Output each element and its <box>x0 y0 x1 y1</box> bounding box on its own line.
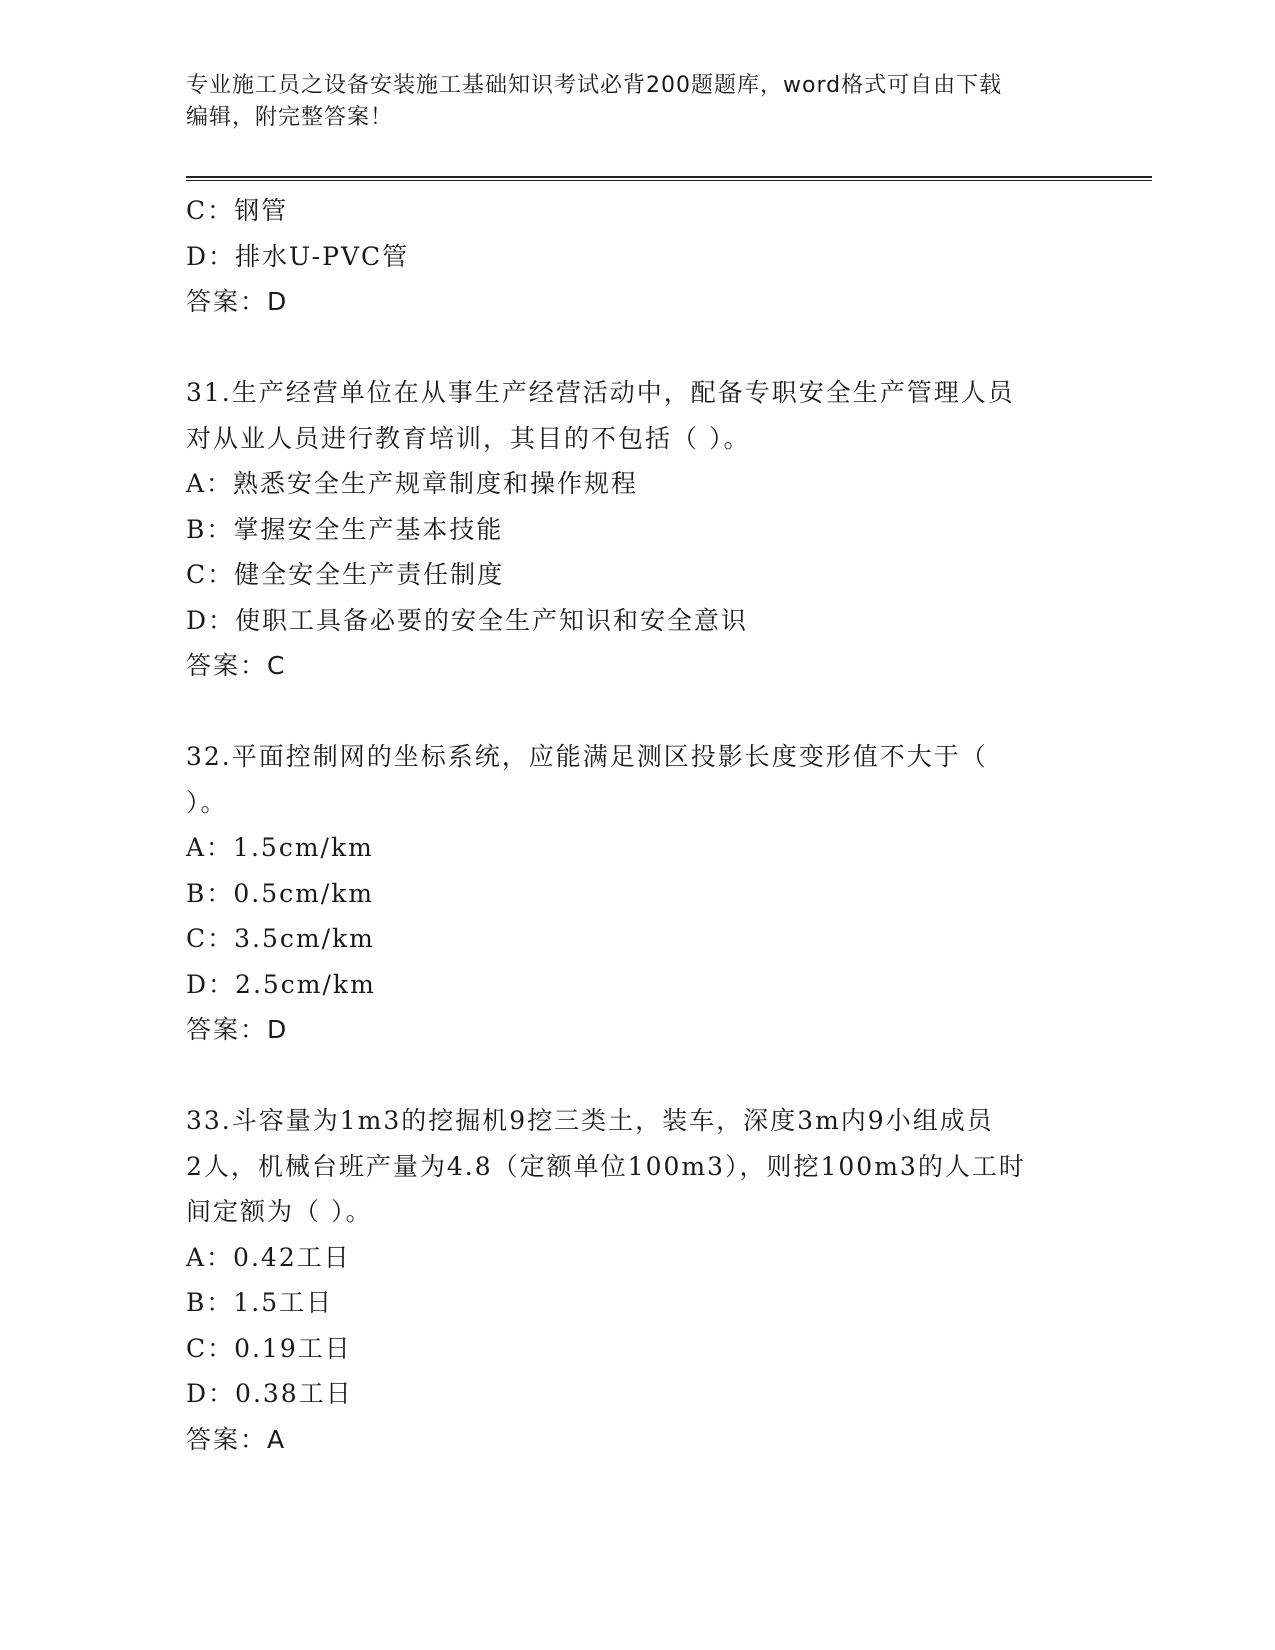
option-c: C：0.19工日 <box>186 1333 352 1363</box>
header-title-line-2: 编辑，附完整答案！ <box>186 105 394 130</box>
header-divider <box>186 176 1152 181</box>
answer-line: 答案：D <box>186 287 289 316</box>
question-32 <box>186 734 1106 1053</box>
question-31 <box>186 370 1106 689</box>
header-title-line-1: 专业施工员之设备安装施工基础知识考试必背200题题库，word格式可自由下载 <box>186 73 1003 98</box>
option-b: B：掌握安全生产基本技能 <box>186 514 504 544</box>
question-stem: 32.平面控制网的坐标系统，应能满足测区投影长度变形值不大于（ <box>186 742 988 771</box>
previous-question-tail <box>186 188 1106 325</box>
question-stem: 33.斗容量为1m3的挖掘机9挖三类土，装车，深度3m内9小组成员 <box>186 1106 994 1135</box>
question-stem: 31.生产经营单位在从事生产经营活动中，配备专职安全生产管理人员 <box>186 378 1015 407</box>
page-header <box>186 70 1086 134</box>
option-c: C：健全安全生产责任制度 <box>186 560 505 589</box>
option-a: A：1.5cm/km <box>186 833 374 862</box>
option-a: A：熟悉安全生产规章制度和操作规程 <box>186 469 639 498</box>
question-33 <box>186 1098 1106 1462</box>
question-content <box>186 188 1106 1462</box>
question-stem: 2人，机械台班产量为4.8（定额单位100m3），则挖100m3的人工时 <box>186 1151 1026 1181</box>
option-d: D：0.38工日 <box>186 1379 353 1408</box>
spacer <box>186 325 1106 371</box>
spacer <box>186 689 1106 735</box>
option-d: D：使职工具备必要的安全生产知识和安全意识 <box>186 605 749 635</box>
answer-line: 答案：D <box>186 1015 289 1044</box>
question-stem: ）。 <box>186 787 228 817</box>
option-c: C：3.5cm/km <box>186 924 375 953</box>
option-d: D：2.5cm/km <box>186 969 376 999</box>
spacer <box>186 1053 1106 1099</box>
question-stem: 间定额为（ ）。 <box>186 1197 373 1226</box>
option-d: D：排水U-PVC管 <box>186 241 410 271</box>
option-c: C：钢管 <box>186 196 289 225</box>
option-a: A：0.42工日 <box>186 1242 351 1272</box>
answer-line: 答案：A <box>186 1424 287 1454</box>
question-stem: 对从业人员进行教育培训，其目的不包括（ ）。 <box>186 423 751 453</box>
answer-line: 答案：C <box>186 651 287 680</box>
option-b: B：0.5cm/km <box>186 878 375 908</box>
option-b: B：1.5工日 <box>186 1288 334 1317</box>
